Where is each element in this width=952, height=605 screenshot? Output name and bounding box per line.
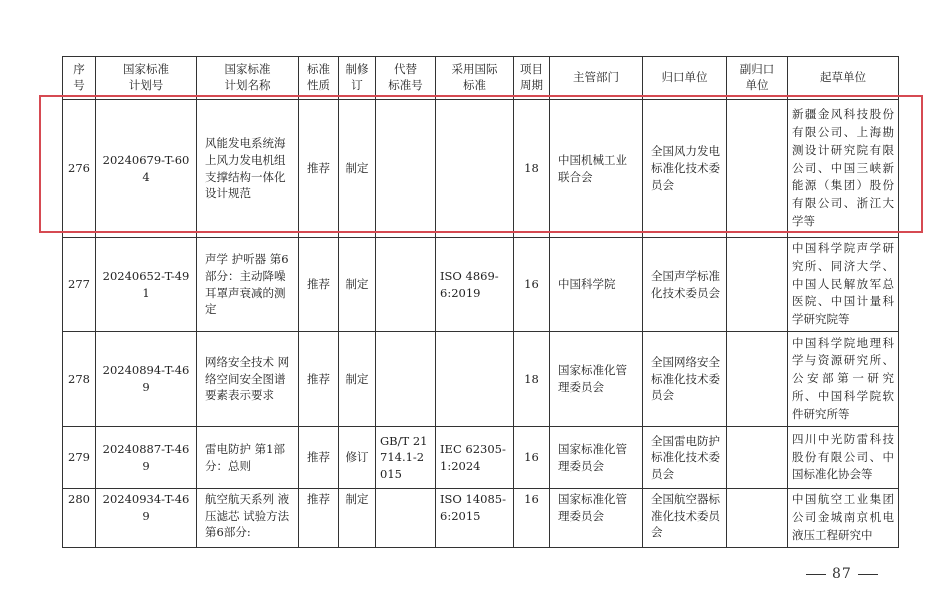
header-drafter: 起草单位 <box>788 57 899 100</box>
cell-plan-name: 声学 护听器 第6部分：主动降噪耳罩声衰减的测定 <box>197 238 299 332</box>
cell-seq: 279 <box>63 427 96 489</box>
header-plan-no: 国家标准 计划号 <box>96 57 197 100</box>
cell-dept: 中国科学院 <box>550 238 643 332</box>
cell-cycle: 16 <box>514 489 550 547</box>
cell-replace <box>376 238 436 332</box>
cell-drafter: 新疆金风科技股份有限公司、上海勘测设计研究院有限公司、中国三峡新能源（集团）股份有限公司、浙江大学等 <box>788 100 899 238</box>
cell-plan-name: 航空航天系列 液压滤芯 试验方法 第6部分: <box>197 489 299 547</box>
cell-plan-name: 网络安全技术 网络空间安全图谱要素表示要求 <box>197 332 299 427</box>
cell-plan-no: 20240652-T-491 <box>96 238 197 332</box>
cell-revise: 制定 <box>339 489 376 547</box>
cell-drafter: 中国科学院声学研究所、同济大学、中国人民解放军总医院、中国计量科学研究院等 <box>788 238 899 332</box>
cell-intl: ISO 4869-6:2019 <box>436 238 514 332</box>
header-nature: 标准 性质 <box>299 57 339 100</box>
cell-cycle: 16 <box>514 238 550 332</box>
page-number <box>800 566 884 582</box>
header-intl: 采用国际 标准 <box>436 57 514 100</box>
header-owner: 归口单位 <box>643 57 727 100</box>
header-row <box>63 57 899 100</box>
cell-replace: GB/T 21714.1-2015 <box>376 427 436 489</box>
header-seq: 序 号 <box>63 57 96 100</box>
cell-sub-owner <box>727 427 788 489</box>
table-row <box>63 427 899 489</box>
cell-sub-owner <box>727 100 788 238</box>
cell-cycle: 18 <box>514 100 550 238</box>
cell-intl: ISO 14085-6:2015 <box>436 489 514 547</box>
standards-sheet <box>62 56 899 548</box>
cell-owner: 全国风力发电标准化技术委员会 <box>643 100 727 238</box>
cell-cycle: 18 <box>514 332 550 427</box>
cell-dept: 中国机械工业联合会 <box>550 100 643 238</box>
header-revise: 制修 订 <box>339 57 376 100</box>
table-row <box>63 332 899 427</box>
cell-dept: 国家标准化管理委员会 <box>550 489 643 547</box>
cell-sub-owner <box>727 489 788 547</box>
cell-revise: 制定 <box>339 238 376 332</box>
table-row <box>63 238 899 332</box>
cell-plan-name: 风能发电系统海上风力发电机组支撑结构一体化设计规范 <box>197 100 299 238</box>
cell-dept: 国家标准化管理委员会 <box>550 332 643 427</box>
header-cycle: 项目 周期 <box>514 57 550 100</box>
cell-owner: 全国声学标准化技术委员会 <box>643 238 727 332</box>
cell-replace <box>376 489 436 547</box>
page-dash-right <box>858 574 878 575</box>
cell-seq: 276 <box>63 100 96 238</box>
cell-plan-no: 20240894-T-469 <box>96 332 197 427</box>
cell-intl <box>436 100 514 238</box>
cell-drafter: 中国科学院地理科学与资源研究所、公安部第一研究所、中国科学院软件研究所等 <box>788 332 899 427</box>
cell-revise: 制定 <box>339 100 376 238</box>
cell-plan-no: 20240887-T-469 <box>96 427 197 489</box>
cell-revise: 制定 <box>339 332 376 427</box>
cell-plan-no: 20240934-T-469 <box>96 489 197 547</box>
cell-seq: 278 <box>63 332 96 427</box>
cell-nature: 推荐 <box>299 489 339 547</box>
cell-sub-owner <box>727 332 788 427</box>
cell-owner: 全国网络安全标准化技术委员会 <box>643 332 727 427</box>
page-dash-left <box>806 574 826 575</box>
header-sub-owner: 副归口 单位 <box>727 57 788 100</box>
cell-seq: 280 <box>63 489 96 547</box>
page-number-text: 87 <box>832 566 852 582</box>
cell-nature: 推荐 <box>299 332 339 427</box>
header-plan-name: 国家标准 计划名称 <box>197 57 299 100</box>
table-row <box>63 489 899 547</box>
cell-plan-no: 20240679-T-604 <box>96 100 197 238</box>
cell-plan-name: 雷电防护 第1部分：总则 <box>197 427 299 489</box>
cell-intl <box>436 332 514 427</box>
cell-sub-owner <box>727 238 788 332</box>
cell-owner: 全国航空器标准化技术委员会 <box>643 489 727 547</box>
cell-nature: 推荐 <box>299 427 339 489</box>
cell-nature: 推荐 <box>299 238 339 332</box>
table-row <box>63 100 899 238</box>
cell-replace <box>376 332 436 427</box>
cell-nature: 推荐 <box>299 100 339 238</box>
cell-dept: 国家标准化管理委员会 <box>550 427 643 489</box>
header-dept: 主管部门 <box>550 57 643 100</box>
cell-seq: 277 <box>63 238 96 332</box>
table-body <box>63 100 899 548</box>
cell-revise: 修订 <box>339 427 376 489</box>
cell-drafter: 四川中光防雷科技股份有限公司、中国标准化协会等 <box>788 427 899 489</box>
cell-intl: IEC 62305-1:2024 <box>436 427 514 489</box>
standards-table <box>62 56 899 548</box>
cell-drafter: 中国航空工业集团公司金城南京机电液压工程研究中 <box>788 489 899 547</box>
cell-replace <box>376 100 436 238</box>
cell-owner: 全国雷电防护标准化技术委员会 <box>643 427 727 489</box>
header-replace: 代替 标准号 <box>376 57 436 100</box>
cell-cycle: 16 <box>514 427 550 489</box>
